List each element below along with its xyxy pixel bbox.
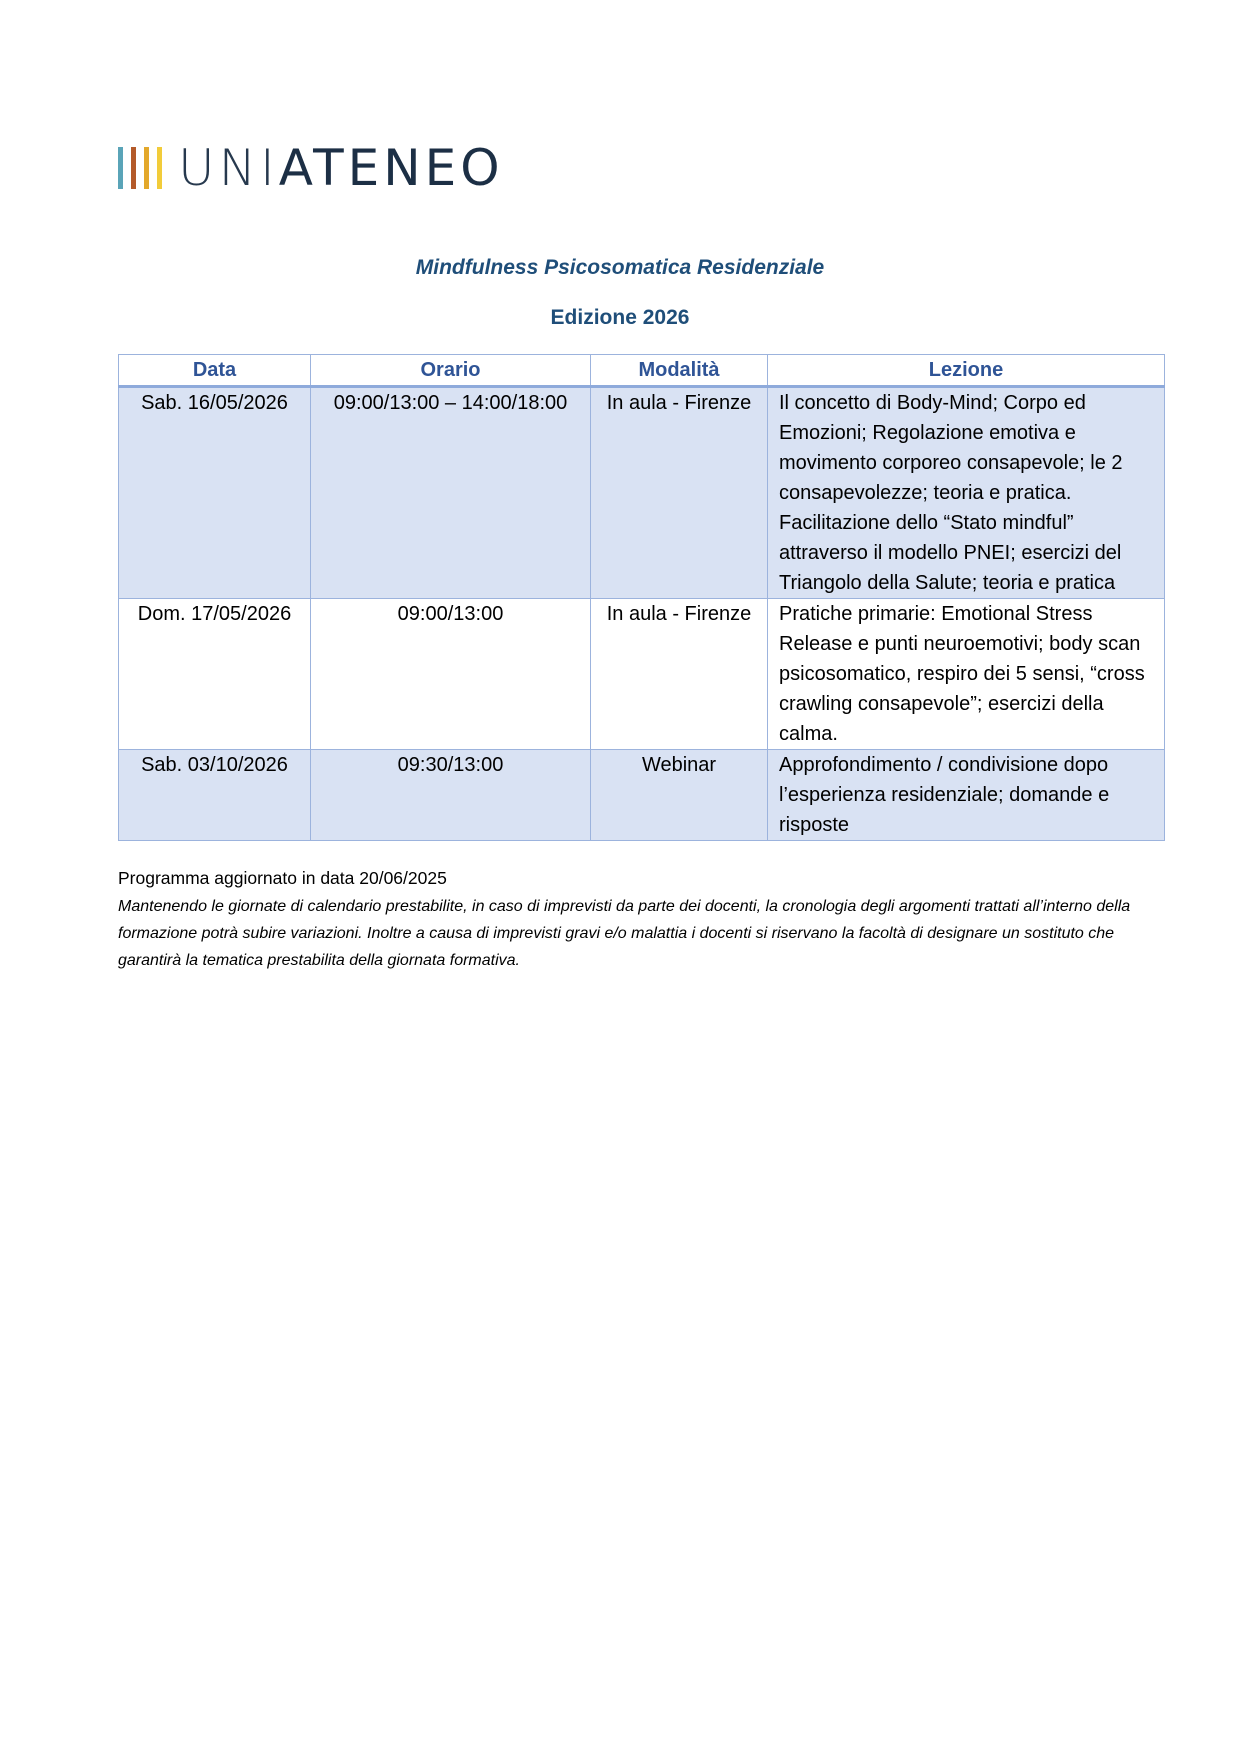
disclaimer-note: Mantenendo le giornate di calendario prestabilite, in caso di imprevisti da parte dei docenti, la cronologia degli argomenti trattati all’interno della formazione potrà subire variazioni. Inoltre a causa di imprevisti gravi e/o malattia i docenti si riservano la facoltà di designare un sostituto che garantirà la tematica prestabilita della giornata formativa. bbox=[118, 898, 1131, 969]
logo-bar bbox=[144, 147, 149, 189]
cell-date: Sab. 16/05/2026 bbox=[119, 387, 311, 599]
cell-mode: In aula - Firenze bbox=[591, 599, 768, 750]
header-mode: Modalità bbox=[591, 355, 768, 387]
header-date: Data bbox=[119, 355, 311, 387]
course-title: Mindfulness Psicosomatica Residenziale bbox=[415, 256, 825, 279]
cell-time: 09:30/13:00 bbox=[311, 750, 591, 841]
table-header-row bbox=[119, 355, 1165, 387]
schedule-table bbox=[118, 354, 1165, 841]
logo-text-bold: ATENEO bbox=[278, 139, 504, 197]
table-row bbox=[119, 387, 1165, 599]
logo-bar bbox=[131, 147, 136, 189]
uniateneo-logo bbox=[118, 139, 504, 197]
logo-wordmark bbox=[178, 139, 504, 197]
cell-date: Sab. 03/10/2026 bbox=[119, 750, 311, 841]
header-time: Orario bbox=[311, 355, 591, 387]
header-lesson: Lezione bbox=[768, 355, 1165, 387]
logo-text-light: UNI bbox=[178, 139, 279, 197]
logo-bar bbox=[157, 147, 162, 189]
cell-lesson: Pratiche primarie: Emotional Stress Release e punti neuroemotivi; body scan psicosomatico, respiro dei 5 sensi, “cross crawling consapevole”; esercizi della calma. bbox=[768, 599, 1165, 750]
table-row bbox=[119, 750, 1165, 841]
update-note: Programma aggiornato in data 20/06/2025 bbox=[118, 868, 447, 888]
cell-mode: In aula - Firenze bbox=[591, 387, 768, 599]
edition-title: Edizione 2026 bbox=[550, 306, 690, 329]
table-row bbox=[119, 599, 1165, 750]
cell-lesson: Il concetto di Body-Mind; Corpo ed Emozioni; Regolazione emotiva e movimento corporeo consapevole; le 2 consapevolezze; teoria e pratica. Facilitazione dello “Stato mindful” attraverso il modello PNEI; esercizi del Triangolo della Salute; teoria e pratica bbox=[768, 387, 1165, 599]
cell-lesson: Approfondimento / condivisione dopo l’esperienza residenziale; domande e risposte bbox=[768, 750, 1165, 841]
logo-bars-icon bbox=[118, 147, 162, 189]
cell-date: Dom. 17/05/2026 bbox=[119, 599, 311, 750]
logo-bar bbox=[118, 147, 123, 189]
cell-mode: Webinar bbox=[591, 750, 768, 841]
cell-time: 09:00/13:00 – 14:00/18:00 bbox=[311, 387, 591, 599]
cell-time: 09:00/13:00 bbox=[311, 599, 591, 750]
